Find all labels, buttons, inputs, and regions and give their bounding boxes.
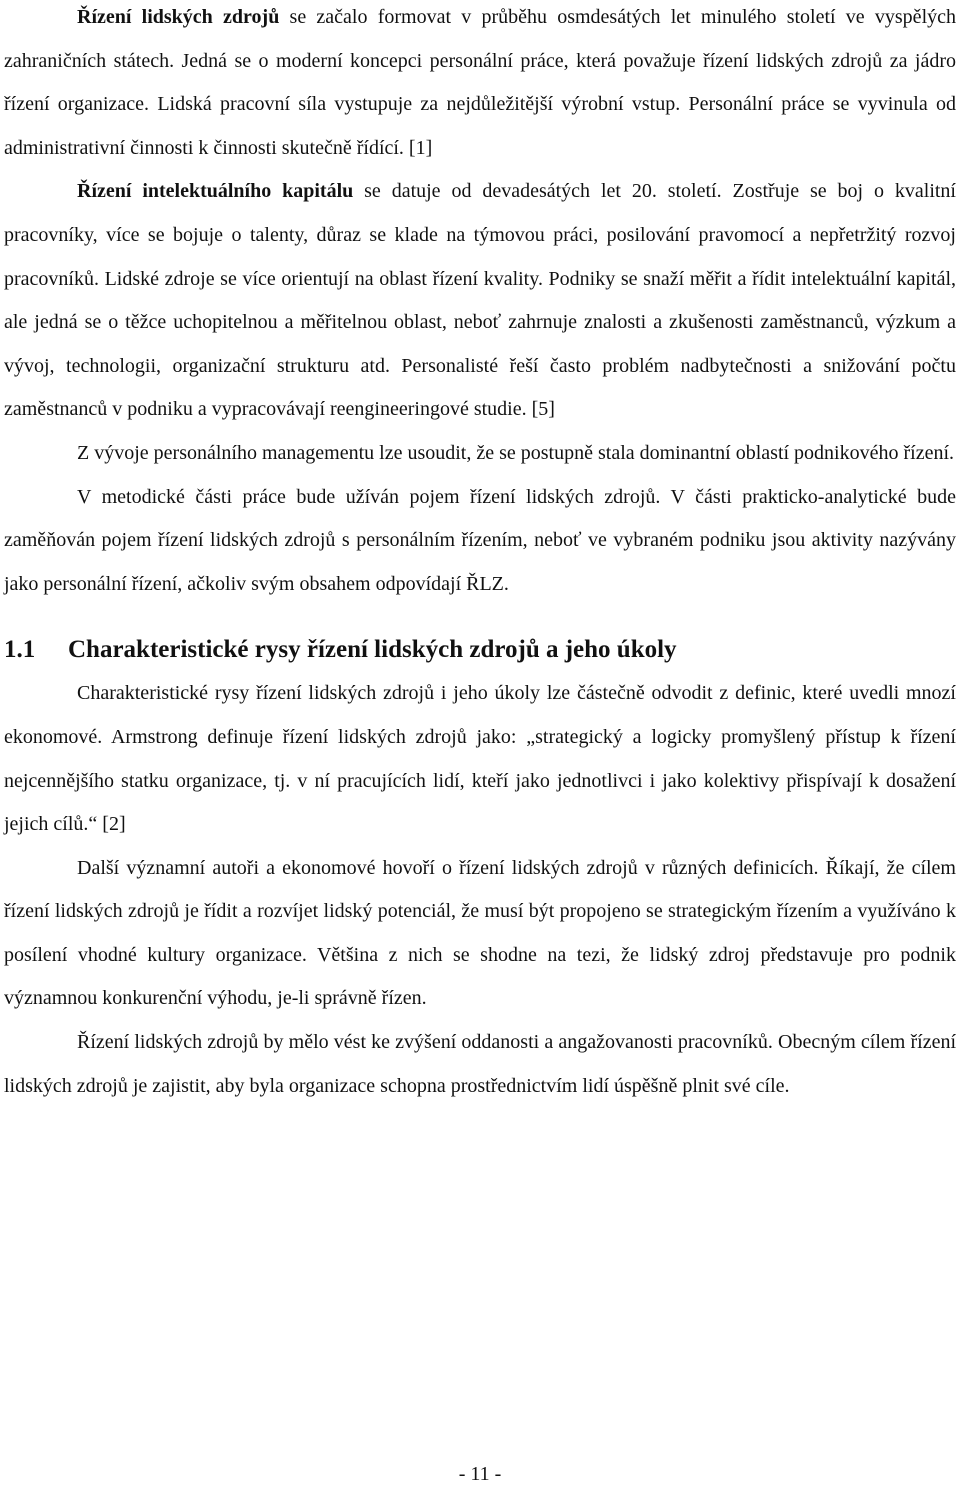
page-number: - 11 -: [458, 1463, 502, 1485]
paragraph-definitions: [4, 672, 956, 846]
paragraph-other-authors: [4, 847, 956, 1021]
paragraph-text: Další významní autoři a ekonomové hovoří o řízení lidských zdrojů v různých definicích. Říkají, že cílem řízení lidských zdrojů je řídit a rozvíjet lidský potenciál, že musí být propojeno se strategickým řízením a využíváno k posílení vhodné kultury organizace. Většina z nich se shodne na tezi, že lidský zdroj představuje pro podnik významnou konkurenční výhodu, je-li správně řízen.: [4, 856, 956, 1010]
paragraph-text: Charakteristické rysy řízení lidských zdrojů i jeho úkoly lze částečně odvodit z definic, které uvedli mnozí ekonomové. Armstrong definuje řízení lidských zdrojů jako: „strategický a logicky promyšlený přístup k řízení nejcennějšího statku organizace, tj. v ní pracujících lidí, kteří jako jednotlivci i jako kolektivy přispívají k dosažení jejich cílů.“ [2]: [4, 682, 956, 836]
paragraph-development-conclusion: [4, 432, 956, 476]
paragraph-text: Řízení lidských zdrojů by mělo vést ke zvýšení oddanosti a angažovanosti pracovníků. Obecným cílem řízení lidských zdrojů je zajistit, aby byla organizace schopna prostřednictvím lidí úspěšně plnit své cíle.: [4, 1031, 956, 1097]
paragraph-text: se datuje od devadesátých let 20. století. Zostřuje se boj o kvalitní pracovníky, více se bojuje o talenty, důraz se klade na týmovou práci, posilování pravomocí a nepřetržitý rozvoj pracovníků. Lidské zdroje se více orientují na oblast řízení kvality. Podniky se snaží měřit a řídit intelektuální kapitál, ale jedná se o těžce uchopitelnou a měřitelnou oblast, neboť zahrnuje znalosti a zkušenosti zaměstnanců, výzkum a vývoj, technologii, organizační strukturu atd. Personalisté řeší často problém nadbytečnosti a snižování počtu zaměstnanců v podniku a vypracovávají reengineeringové studie. [5]: [4, 180, 956, 421]
section-title: Charakteristické rysy řízení lidských zdrojů a jeho úkoly: [68, 636, 677, 664]
paragraph-hrm-history: [4, 0, 956, 170]
section-number: 1.1: [4, 636, 36, 664]
page-body: [4, 0, 956, 1108]
paragraph-terminology: [4, 476, 956, 607]
section-heading: [4, 628, 956, 672]
paragraph-text: V metodické části práce bude užíván pojem řízení lidských zdrojů. V části prakticko-analytické bude zaměňován pojem řízení lidských zdrojů s personálním řízením, neboť ve vybraném podniku jsou aktivity nazývány jako personální řízení, ačkoliv svým obsahem odpovídají ŘLZ.: [4, 485, 956, 595]
bold-term-hrm: Řízení lidských zdrojů: [77, 6, 280, 28]
paragraph-text: Z vývoje personálního managementu lze usoudit, že se postupně stala dominantní oblastí podnikového řízení.: [77, 441, 955, 464]
paragraph-text: se začalo formovat v průběhu osmdesátých let minulého století ve vyspělých zahraničních státech. Jedná se o moderní koncepci personální práce, která považuje řízení lidských zdrojů za jádro řízení organizace. Lidská pracovní síla vystupuje za nejdůležitější výrobní vstup. Personální práce se vyvinula od administrativní činnosti k činnosti skutečně řídící. [1]: [4, 6, 956, 159]
paragraph-intellectual-capital: [4, 170, 956, 432]
paragraph-goals: [4, 1021, 956, 1108]
bold-term-intellectual-capital: Řízení intelektuálního kapitálu: [77, 180, 354, 203]
